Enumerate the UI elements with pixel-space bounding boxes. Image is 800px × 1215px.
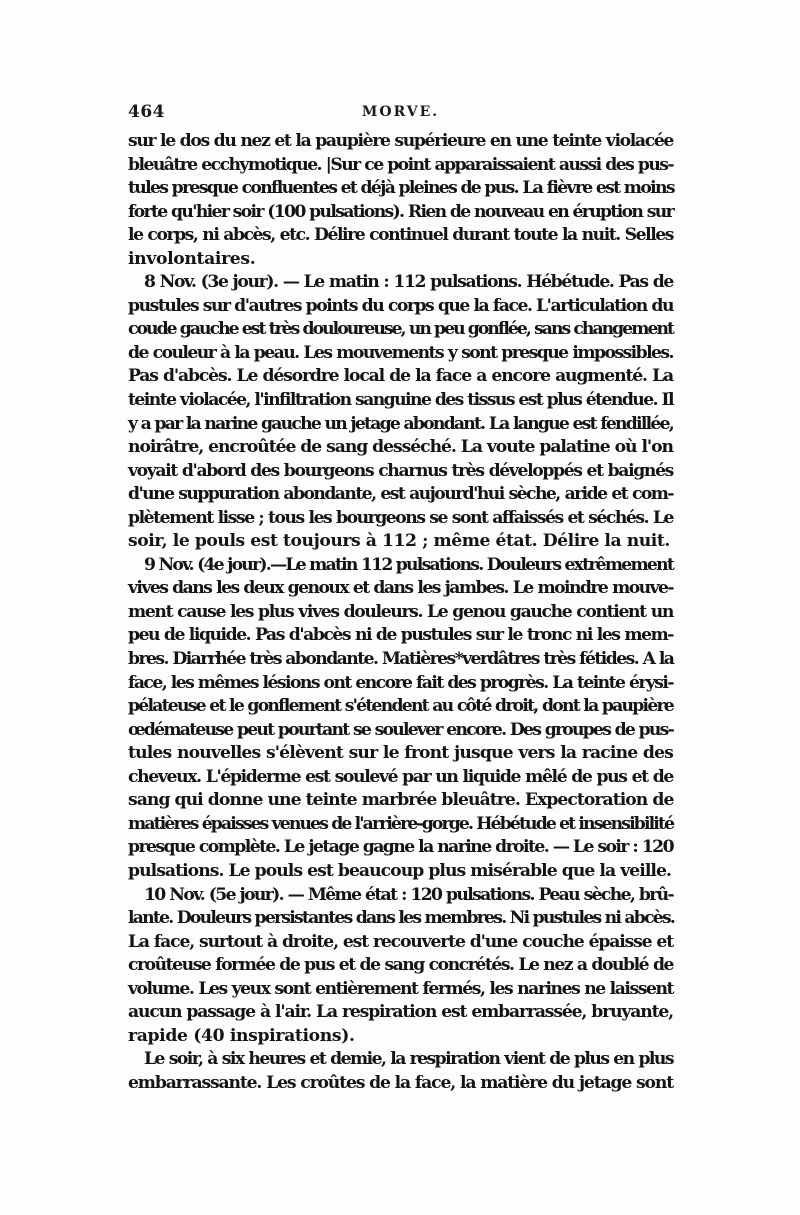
body-text — [128, 130, 673, 1095]
text-line: noirâtre, encroûtée de sang desséché. La voute palatine où l'on — [128, 437, 673, 458]
text-line: pustules sur d'autres points du corps que la face. L'articulation du — [128, 295, 673, 316]
text-line: coude gauche est très douloureuse, un peu gonflée, sans changement — [128, 319, 673, 340]
text-line: peu de liquide. Pas d'abcès ni de pustules sur le tronc ni les mem- — [128, 625, 673, 646]
text-line: pélateuse et le gonflement s'étendent au côté droit, dont la paupière — [128, 696, 673, 717]
text-line: le corps, ni abcès, etc. Délire continuel durant toute la nuit. Selles — [128, 225, 673, 246]
text-line: involontaires. — [128, 248, 256, 269]
text-line: soir, le pouls est toujours à 112 ; même état. Délire la nuit. — [128, 531, 670, 552]
text-line: croûteuse formée de pus et de sang concrétés. Le nez a doublé de — [128, 955, 673, 976]
text-line: y a par la narine gauche un jetage abondant. La langue est fendillée, — [128, 413, 673, 434]
text-line: tules nouvelles s'élèvent sur le front jusque vers la racine des — [128, 743, 673, 764]
text-line: pulsations. Le pouls est beaucoup plus misérable que la veille. — [128, 860, 671, 881]
text-line: tules presque confluentes et déjà pleines de pus. La fièvre est moins — [128, 178, 674, 199]
page-number: 464 — [128, 102, 165, 122]
text-line: 10 Nov. (5e jour). — Même état : 120 pulsations. Peau sèche, brû- — [144, 884, 673, 905]
text-line: 9 Nov. (4e jour).—Le matin 112 pulsations. Douleurs extrêmement — [144, 554, 674, 575]
text-line: bleuâtre ecchymotique. |Sur ce point apparaissaient aussi des pus- — [128, 154, 673, 175]
text-line: sang qui donne une teinte marbrée bleuâtre. Expectoration de — [128, 790, 674, 811]
text-line: forte qu'hier soir (100 pulsations). Rien de nouveau en éruption sur — [128, 201, 673, 222]
running-title: MORVE. — [361, 104, 440, 120]
text-line: lante. Douleurs persistantes dans les membres. Ni pustules ni abcès. — [128, 908, 675, 929]
text-line: Le soir, à six heures et demie, la respiration vient de plus en plus — [144, 1049, 673, 1070]
text-line: La face, surtout à droite, est recouverte d'une couche épaisse et — [128, 931, 673, 952]
text-line: sur le dos du nez et la paupière supérieure en une teinte violacée — [128, 131, 673, 151]
text-line: matières épaisses venues de l'arrière-gorge. Hébétude et insensibilité — [128, 813, 674, 834]
text-line: vives dans les deux genoux et dans les jambes. Le moindre mouve- — [128, 578, 673, 599]
text-line: 8 Nov. (3e jour). — Le matin : 112 pulsations. Hébétude. Pas de — [144, 272, 673, 293]
text-line: bres. Diarrhée très abondante. Matières*verdâtres très fétides. A la — [128, 649, 674, 670]
page-header — [128, 102, 673, 126]
text-line: teinte violacée, l'infiltration sanguine des tissus est plus étendue. Il — [128, 390, 673, 411]
text-line: presque complète. Le jetage gagne la narine droite. — Le soir : 120 — [128, 837, 673, 858]
text-line: cheveux. L'épiderme est soulevé par un liquide mêlé de pus et de — [128, 766, 673, 787]
text-line: volume. Les yeux sont entièrement fermés, les narines ne laissent — [128, 978, 673, 999]
text-line: Pas d'abcès. Le désordre local de la face a encore augmenté. La — [128, 366, 673, 387]
text-line: ment cause les plus vives douleurs. Le genou gauche contient un — [128, 601, 673, 622]
text-line: face, les mêmes lésions ont encore fait des progrès. La teinte érysi- — [128, 672, 673, 693]
text-line: de couleur à la peau. Les mouvements y sont presque impossibles. — [128, 342, 673, 363]
text-line: aucun passage à l'air. La respiration est embarrassée, bruyante, — [128, 1002, 673, 1023]
text-line: voyait d'abord des bourgeons charnus très développés et baignés — [128, 460, 673, 481]
text-line: rapide (40 inspirations). — [128, 1025, 355, 1046]
text-line: embarrassante. Les croûtes de la face, la matière du jetage sont — [128, 1072, 673, 1093]
text-line: d'une suppuration abondante, est aujourd'hui sèche, aride et com- — [128, 484, 673, 505]
text-line: œdémateuse peut pourtant se soulever encore. Des groupes de pus- — [128, 719, 673, 740]
text-line: plètement lisse ; tous les bourgeons se sont affaissés et séchés. Le — [128, 507, 673, 528]
